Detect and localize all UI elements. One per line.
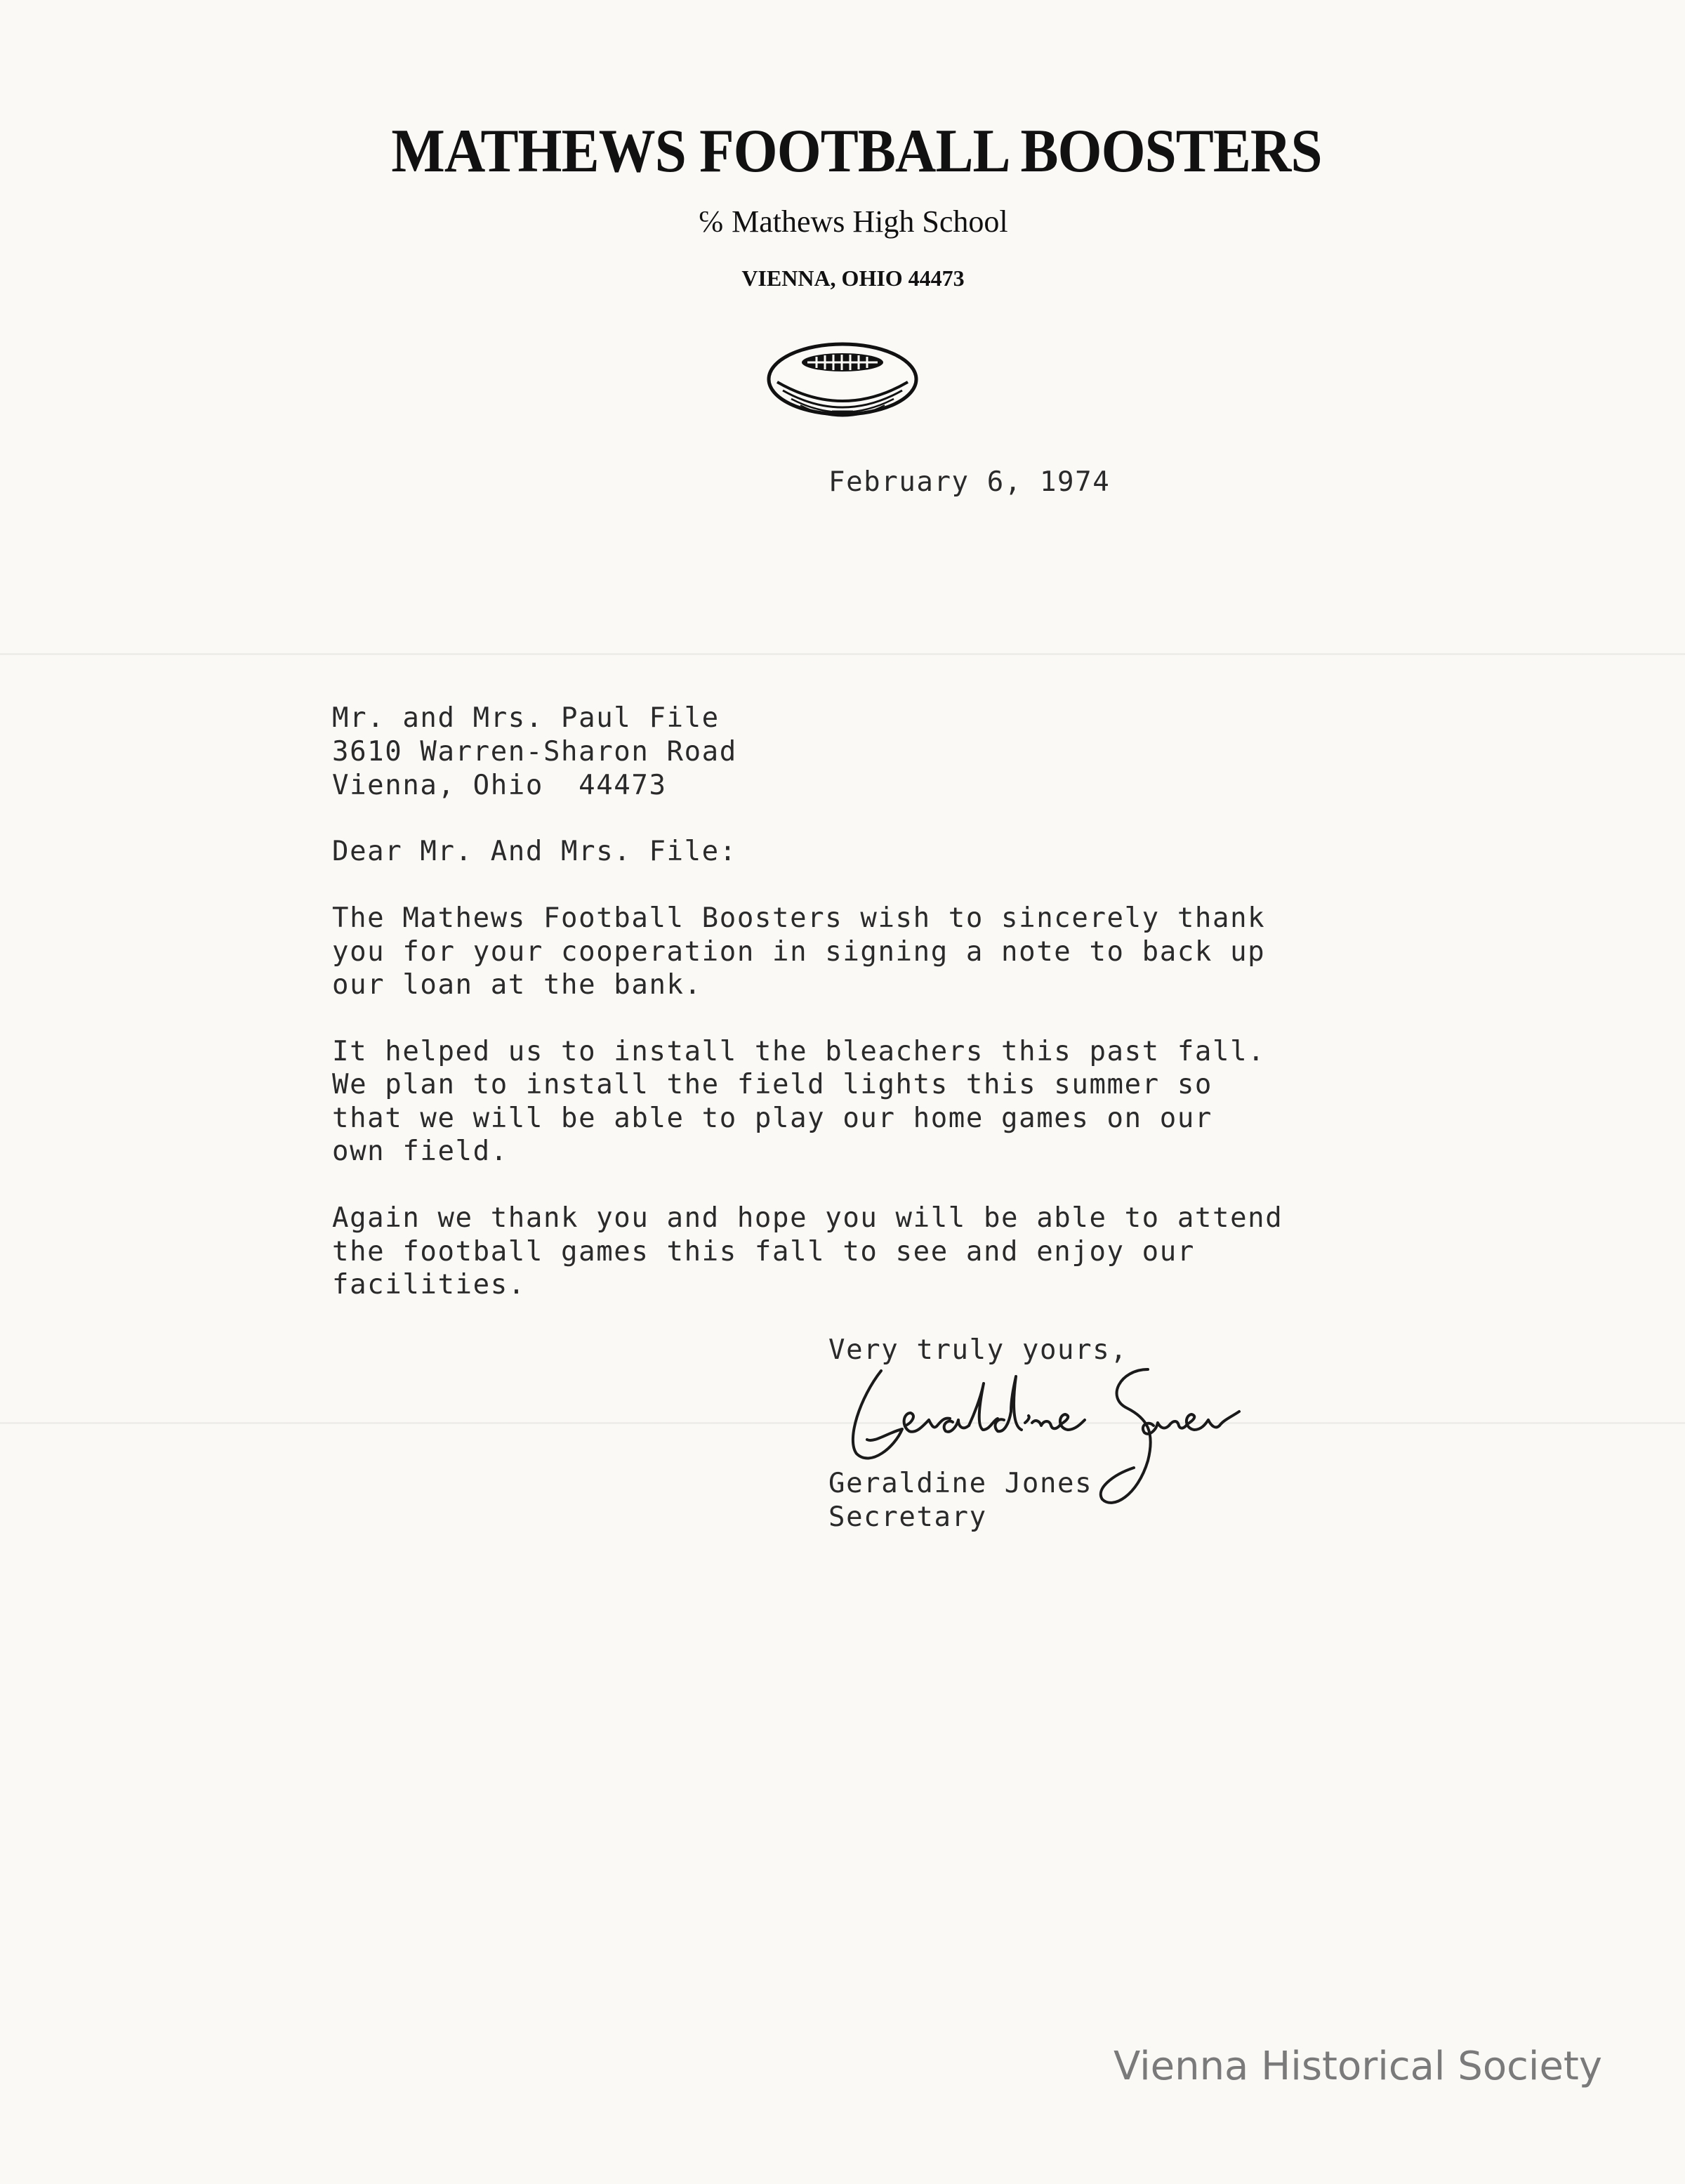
salutation: Dear Mr. And Mrs. File: — [332, 836, 737, 867]
closing: Very truly yours, — [828, 1334, 1128, 1366]
paragraph-2-line-1: It helped us to install the bleachers this past fall. — [332, 1036, 1266, 1067]
letterhead-city-line: VIENNA, OHIO 44473 — [741, 265, 965, 291]
letterhead-care-of: ℅ Mathews High School — [698, 204, 1008, 239]
football-icon — [762, 330, 923, 428]
signer-title: Secretary — [828, 1501, 987, 1533]
signer-name: Geraldine Jones — [828, 1468, 1093, 1499]
paragraph-2-line-4: own field. — [332, 1136, 508, 1167]
fold-crease-top — [0, 653, 1685, 655]
watermark-text: Vienna Historical Society — [1113, 2044, 1602, 2089]
paragraph-3-line-1: Again we thank you and hope you will be able to attend — [332, 1202, 1283, 1234]
recipient-city: Vienna, Ohio 44473 — [332, 770, 667, 801]
paragraph-3-line-3: facilities. — [332, 1269, 526, 1301]
paragraph-2-line-3: that we will be able to play our home games on our — [332, 1103, 1212, 1134]
paragraph-1-line-1: The Mathews Football Boosters wish to sincerely thank — [332, 902, 1266, 934]
paragraph-2-line-2: We plan to install the field lights this summer so — [332, 1069, 1212, 1100]
recipient-name: Mr. and Mrs. Paul File — [332, 702, 720, 734]
paragraph-1-line-2: you for your cooperation in signing a note to back up — [332, 936, 1266, 968]
letter-date: February 6, 1974 — [828, 466, 1111, 498]
paragraph-1-line-3: our loan at the bank. — [332, 969, 702, 1001]
letterhead-organization: MATHEWS FOOTBALL BOOSTERS — [391, 117, 1322, 185]
recipient-street: 3610 Warren-Sharon Road — [332, 736, 737, 768]
paragraph-3-line-2: the football games this fall to see and enjoy our — [332, 1236, 1195, 1268]
